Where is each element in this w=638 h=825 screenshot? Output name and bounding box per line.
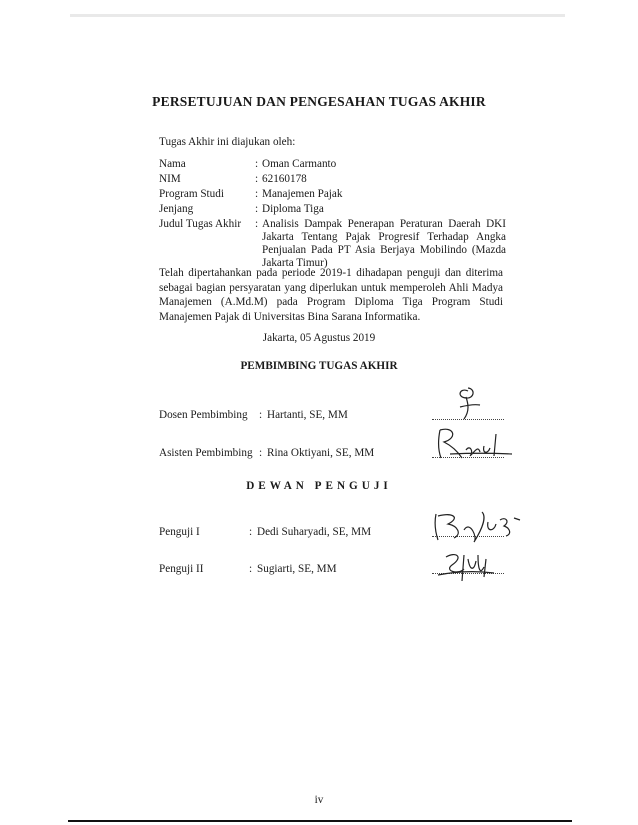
examiner-heading: DEWAN PENGUJI — [246, 480, 392, 492]
scan-top-edge — [70, 14, 565, 17]
role-colon: : — [249, 563, 253, 575]
identity-label: Judul Tugas Akhir — [159, 218, 242, 230]
person-name: Sugiarti, SE, MM — [257, 563, 337, 575]
role-colon: : — [249, 526, 253, 538]
person-name: Hartanti, SE, MM — [267, 409, 348, 421]
examiner-signature-2 — [434, 545, 506, 585]
role-colon: : — [259, 447, 263, 459]
role-label: Penguji II — [159, 563, 204, 575]
identity-colon: : — [255, 158, 259, 170]
supervisor-signature-1 — [438, 383, 508, 423]
thesis-title-value: Analisis Dampak Penerapan Peraturan Daerah DKI Jakarta Tentang Pajak Progresif Terhadap Angka Penjualan Pada PT Asia Berjaya Mobilindo (Mazda Jakarta Timur) — [262, 218, 506, 269]
identity-label: Jenjang — [159, 203, 194, 215]
supervisor-heading: PEMBIMBING TUGAS AKHIR — [240, 360, 398, 372]
role-label: Penguji I — [159, 526, 200, 538]
identity-value: Manajemen Pajak — [262, 188, 343, 200]
identity-colon: : — [255, 188, 259, 200]
identity-value: 62160178 — [262, 173, 307, 185]
role-colon: : — [259, 409, 263, 421]
identity-label: NIM — [159, 173, 181, 185]
identity-value: Oman Carmanto — [262, 158, 337, 170]
identity-colon: : — [255, 203, 259, 215]
person-name: Dedi Suharyadi, SE, MM — [257, 526, 372, 538]
examiner-signature-1 — [430, 508, 530, 548]
supervisor-signature-2 — [432, 424, 517, 466]
page-number: iv — [314, 794, 324, 806]
identity-colon: : — [255, 173, 259, 185]
person-name: Rina Oktiyani, SE, MM — [267, 447, 375, 459]
role-label: Dosen Pembimbing — [159, 409, 248, 421]
identity-label: Program Studi — [159, 188, 224, 200]
role-label: Asisten Pembimbing — [159, 447, 253, 459]
identity-colon: : — [255, 218, 259, 230]
identity-label: Nama — [159, 158, 186, 170]
identity-value: Diploma Tiga — [262, 203, 324, 215]
scan-bottom-edge — [68, 820, 572, 822]
place-date: Jakarta, 05 Agustus 2019 — [262, 332, 376, 344]
document-title: PERSETUJUAN DAN PENGESAHAN TUGAS AKHIR — [152, 94, 486, 109]
approval-paragraph: Telah dipertahankan pada periode 2019-1 dihadapan penguji dan diterima sebagai bagian persyaratan yang diperlukan untuk memperoleh Ahli Madya Manajemen (A.Md.M) pada Program Diploma Tiga Program Studi Manajemen Pajak di Universitas Bina Sarana Informatika. — [159, 267, 503, 323]
intro-text: Tugas Akhir ini diajukan oleh: — [159, 136, 296, 148]
